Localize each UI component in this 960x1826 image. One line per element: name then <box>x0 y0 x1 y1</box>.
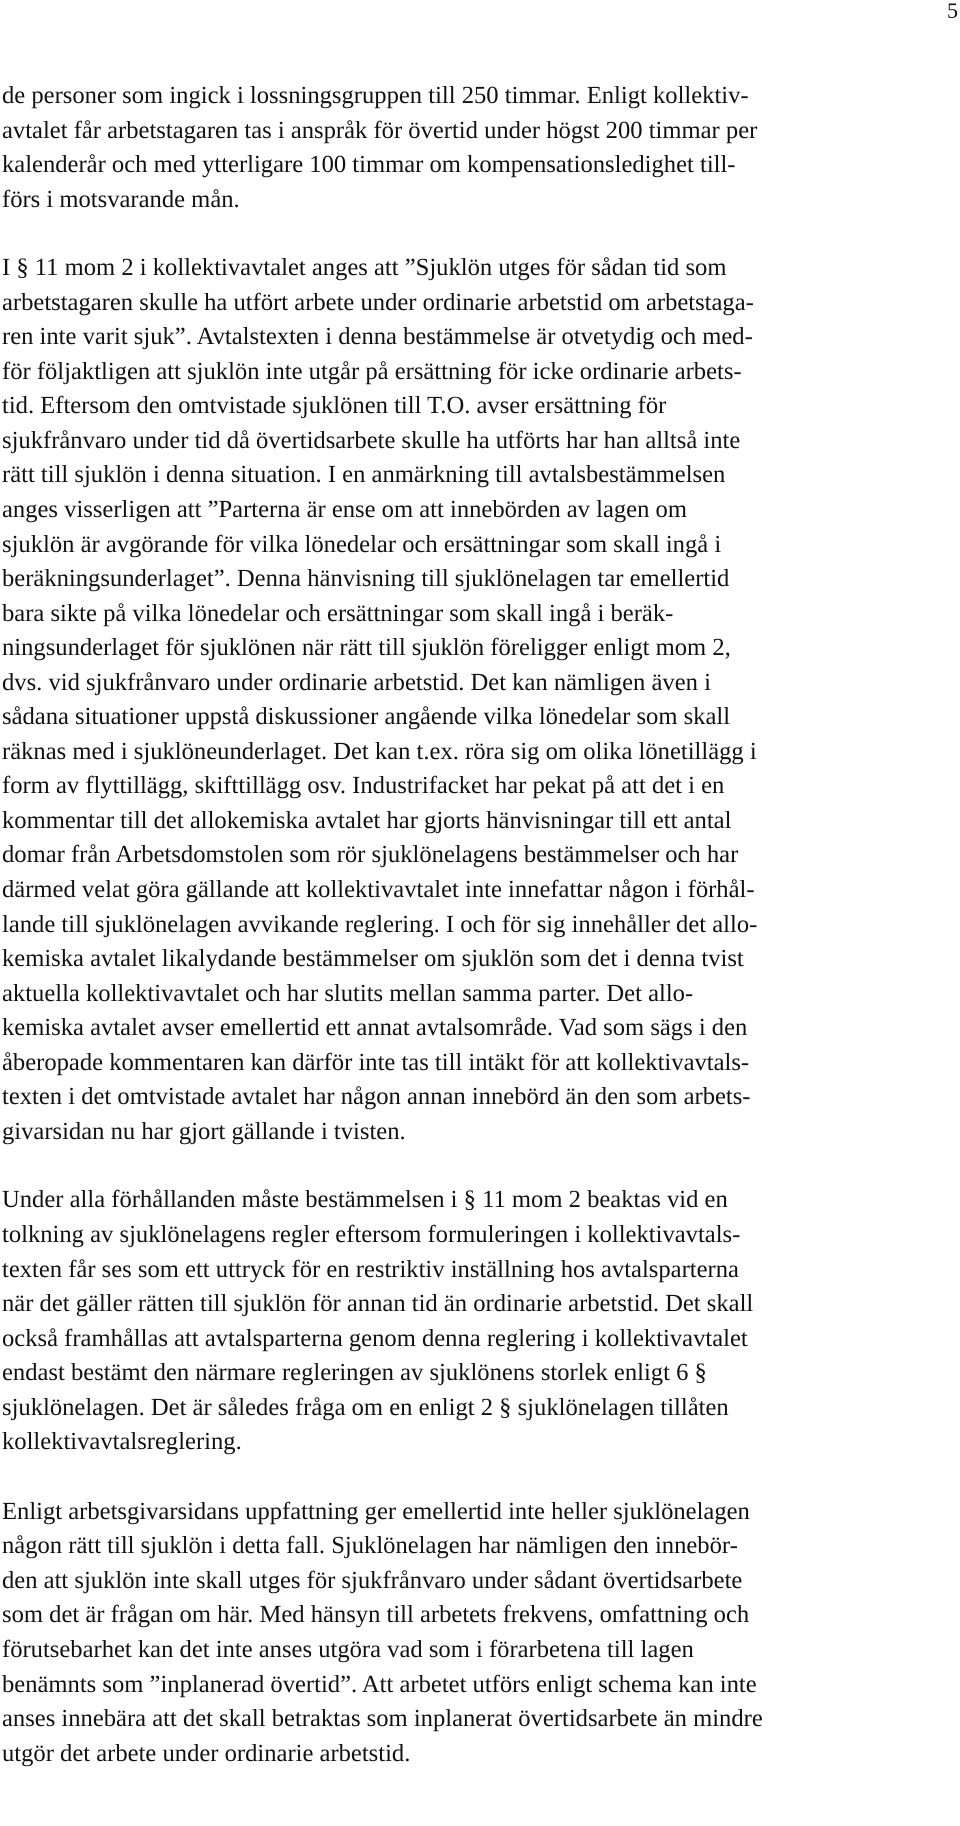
text-line: aktuella kollektivavtalet och har slutits mellan samma parter. Det allo- <box>2 979 694 1007</box>
text-line: sjuklönelagen. Det är således fråga om en enligt 2 § sjuklönelagen tillåten <box>2 1393 729 1421</box>
text-line: lande till sjuklönelagen avvikande reglering. I och för sig innehåller det allo- <box>2 910 758 938</box>
text-line: någon rätt till sjuklön i detta fall. Sjuklönelagen har nämligen den innebör- <box>2 1532 738 1560</box>
text-line: ren inte varit sjuk”. Avtalstexten i denna bestämmelse är otvetydig och med- <box>2 323 753 351</box>
text-line: form av flyttillägg, skifttillägg osv. Industrifacket har pekat på att det i en <box>2 772 725 800</box>
text-line: kalenderår och med ytterligare 100 timmar om kompensationsledighet till- <box>2 151 736 179</box>
text-line: Enligt arbetsgivarsidans uppfattning ger emellertid inte heller sjuklönelagen <box>2 1497 750 1525</box>
text-line: kollektivavtalsreglering. <box>2 1428 242 1456</box>
text-line: förs i motsvarande mån. <box>2 185 240 213</box>
page-number: 5 <box>947 0 958 23</box>
text-line: texten får ses som ett uttryck för en restriktiv inställning hos avtalsparterna <box>2 1255 739 1283</box>
text-line: kemiska avtalet avser emellertid ett annat avtalsområde. Vad som sägs i den <box>2 1014 748 1042</box>
text-line: avtalet får arbetstagaren tas i anspråk för övertid under högst 200 timmar per <box>2 116 758 144</box>
text-line: den att sjuklön inte skall utges för sjukfrånvaro under sådant övertidsarbete <box>2 1566 743 1594</box>
text-line: endast bestämt den närmare regleringen av sjuklönens storlek enligt 6 § <box>2 1359 707 1387</box>
text-line: för följaktligen att sjuklön inte utgår på ersättning för icke ordinarie arbets- <box>2 357 742 385</box>
text-line: anses innebära att det skall betraktas som inplanerat övertidsarbete än mindre <box>2 1705 763 1733</box>
text-line: anges visserligen att ”Parterna är ense om att innebörden av lagen om <box>2 496 687 524</box>
text-line: som det är frågan om här. Med hänsyn till arbetets frekvens, omfattning och <box>2 1601 750 1629</box>
text-line: sjukfrånvaro under tid då övertidsarbete skulle ha utförts har han alltså inte <box>2 426 741 454</box>
text-line: också framhållas att avtalsparterna genom denna reglering i kollektivavtalet <box>2 1324 748 1352</box>
document-body <box>2 79 922 1771</box>
text-line: texten i det omtvistade avtalet har någon annan innebörd än den som arbets- <box>2 1083 751 1111</box>
text-line: kommentar till det allokemiska avtalet har gjorts hänvisningar till ett antal <box>2 806 732 834</box>
text-line: I § 11 mom 2 i kollektivavtalet anges att ”Sjuklön utges för sådan tid som <box>2 254 727 282</box>
text-line: när det gäller rätten till sjuklön för annan tid än ordinarie arbetstid. Det skall <box>2 1290 754 1318</box>
text-line: beräkningsunderlaget”. Denna hänvisning till sjuklönelagen tar emellertid <box>2 565 730 593</box>
text-line: givarsidan nu har gjort gällande i tvisten. <box>2 1117 406 1145</box>
text-line: förutsebarhet kan det inte anses utgöra vad som i förarbetena till lagen <box>2 1635 694 1663</box>
text-line: bara sikte på vilka lönedelar och ersättningar som skall ingå i beräk- <box>2 599 674 627</box>
text-line: domar från Arbetsdomstolen som rör sjuklönelagens bestämmelser och har <box>2 841 739 869</box>
paragraph <box>2 79 922 217</box>
text-line: tid. Eftersom den omtvistade sjuklönen till T.O. avser ersättning för <box>2 392 667 420</box>
paragraph <box>2 1495 922 1771</box>
text-line: kemiska avtalet likalydande bestämmelser om sjuklön som det i denna tvist <box>2 945 744 973</box>
text-line: rätt till sjuklön i denna situation. I en anmärkning till avtalsbestämmelsen <box>2 461 726 489</box>
text-line: sjuklön är avgörande för vilka lönedelar och ersättningar som skall ingå i <box>2 530 722 558</box>
paragraph <box>2 1183 922 1459</box>
text-line: räknas med i sjuklöneunderlaget. Det kan t.ex. röra sig om olika lönetillägg i <box>2 737 757 765</box>
text-line: dvs. vid sjukfrånvaro under ordinarie arbetstid. Det kan nämligen även i <box>2 668 711 696</box>
text-line: utgör det arbete under ordinarie arbetstid. <box>2 1739 411 1767</box>
text-line: tolkning av sjuklönelagens regler eftersom formuleringen i kollektivavtals- <box>2 1220 741 1248</box>
text-line: därmed velat göra gällande att kollektivavtalet inte innefattar någon i förhål- <box>2 876 755 904</box>
text-line: ningsunderlaget för sjuklönen när rätt till sjuklön föreligger enligt mom 2, <box>2 634 731 662</box>
text-line: Under alla förhållanden måste bestämmelsen i § 11 mom 2 beaktas vid en <box>2 1186 728 1214</box>
text-line: åberopade kommentaren kan därför inte tas till intäkt för att kollektivavtals- <box>2 1048 750 1076</box>
text-line: sådana situationer uppstå diskussioner angående vilka lönedelar som skall <box>2 703 731 731</box>
text-line: de personer som ingick i lossningsgruppen till 250 timmar. Enligt kollektiv- <box>2 82 749 109</box>
text-line: benämnts som ”inplanerad övertid”. Att arbetet utförs enligt schema kan inte <box>2 1670 757 1698</box>
paragraph <box>2 251 922 1149</box>
text-line: arbetstagaren skulle ha utfört arbete under ordinarie arbetstid om arbetstaga- <box>2 288 754 316</box>
